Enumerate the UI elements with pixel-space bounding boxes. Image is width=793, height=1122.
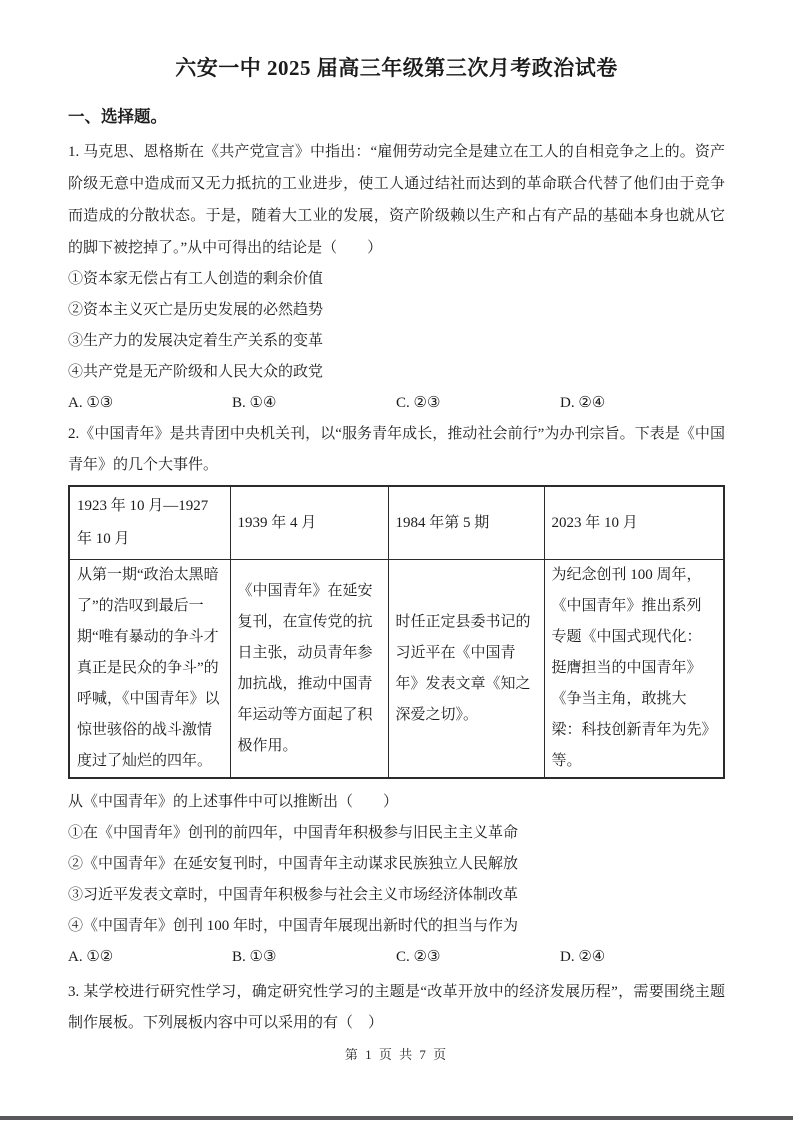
question-1-items (68, 264, 725, 388)
q1-choice-b: B. ①④ (232, 395, 277, 411)
events-table-header-row (69, 486, 724, 560)
question-2-followup: 从《中国青年》的上述事件中可以推断出（ ） (68, 794, 399, 810)
page-content (0, 52, 793, 1039)
question-2-choices (68, 942, 725, 973)
q2-item-1: ①在《中国青年》创刊的前四年，中国青年积极参与旧民主主义革命 (68, 825, 519, 841)
q1-item-3: ③生产力的发展决定着生产关系的变革 (68, 333, 324, 349)
events-body-cell-1: 从第一期“政治太黑暗了”的浩叹到最后一期“唯有暴动的争斗才真正是民众的争斗”的呼喊，《中国青年》以惊世骇俗的战斗激情度过了灿烂的四年。 (69, 560, 230, 779)
question-2-stem: 2.《中国青年》是共青团中央机关刊，以“服务青年成长，推动社会前行”为办刊宗旨。下表是《中国青年》的几个大事件。 (68, 426, 725, 473)
question-2-items (68, 818, 725, 942)
question-1-choices (68, 388, 725, 419)
q2-choice-a: A. ①② (68, 949, 114, 965)
q2-choice-d: D. ②④ (560, 949, 606, 965)
events-table-body-row (69, 560, 724, 779)
events-header-cell-4: 2023 年 10 月 (544, 486, 724, 560)
events-body-cell-4: 为纪念创刊 100 周年，《中国青年》推出系列专题《中国式现代化：挺膺担当的中国青年》《争当主角，敢挑大梁：科技创新青年为先》等。 (544, 560, 724, 779)
q1-choice-a: A. ①③ (68, 395, 114, 411)
section-heading: 一、选择题。 (68, 107, 167, 126)
q1-item-2: ②资本主义灭亡是历史发展的必然趋势 (68, 302, 324, 318)
q1-choice-d: D. ②④ (560, 395, 606, 411)
q1-choice-c: C. ②③ (396, 395, 441, 411)
events-header-cell-2: 1939 年 4 月 (230, 486, 388, 560)
page-title: 六安一中 2025 届高三年级第三次月考政治试卷 (175, 56, 618, 80)
events-header-cell-1: 1923 年 10 月—1927 年 10 月 (69, 486, 230, 560)
events-header-cell-3: 1984 年第 5 期 (388, 486, 544, 560)
events-body-cell-2: 《中国青年》在延安复刊，在宣传党的抗日主张，动员青年参加抗战，推动中国青年运动等方面起了积极作用。 (230, 560, 388, 779)
q2-item-2: ②《中国青年》在延安复刊时，中国青年主动谋求民族独立人民解放 (68, 856, 519, 872)
q1-item-4: ④共产党是无产阶级和人民大众的政党 (68, 364, 324, 380)
q2-item-4: ④《中国青年》创刊 100 年时，中国青年展现出新时代的担当与作为 (68, 918, 519, 934)
question-3-stem: 3. 某学校进行研究性学习，确定研究性学习的主题是“改革开放中的经济发展历程”，需要围绕主题制作展板。下列展板内容中可以采用的有（ ） (68, 984, 725, 1031)
q2-choice-b: B. ①③ (232, 949, 277, 965)
question-1-stem: 1. 马克思、恩格斯在《共产党宣言》中指出：“雇佣劳动完全是建立在工人的自相竞争之上的。资产阶级无意中造成而又无力抵抗的工业进步，使工人通过结社而达到的革命联合代替了他们由于竞争而造成的分散状态。于是，随着大工业的发展，资产阶级赖以生产和占有产品的基础本身也就从它的脚下被挖掉了。”从中可得出的结论是（ ） (68, 144, 725, 256)
page-bottom-edge (0, 1116, 793, 1120)
q1-item-1: ①资本家无偿占有工人创造的剩余价值 (68, 271, 324, 287)
q2-choice-c: C. ②③ (396, 949, 441, 965)
events-table (68, 485, 725, 779)
events-body-cell-3: 时任正定县委书记的习近平在《中国青年》发表文章《知之深爱之切》。 (388, 560, 544, 779)
q2-item-3: ③习近平发表文章时，中国青年积极参与社会主义市场经济体制改革 (68, 887, 519, 903)
page-footer: 第 1 页 共 7 页 (344, 1047, 449, 1062)
